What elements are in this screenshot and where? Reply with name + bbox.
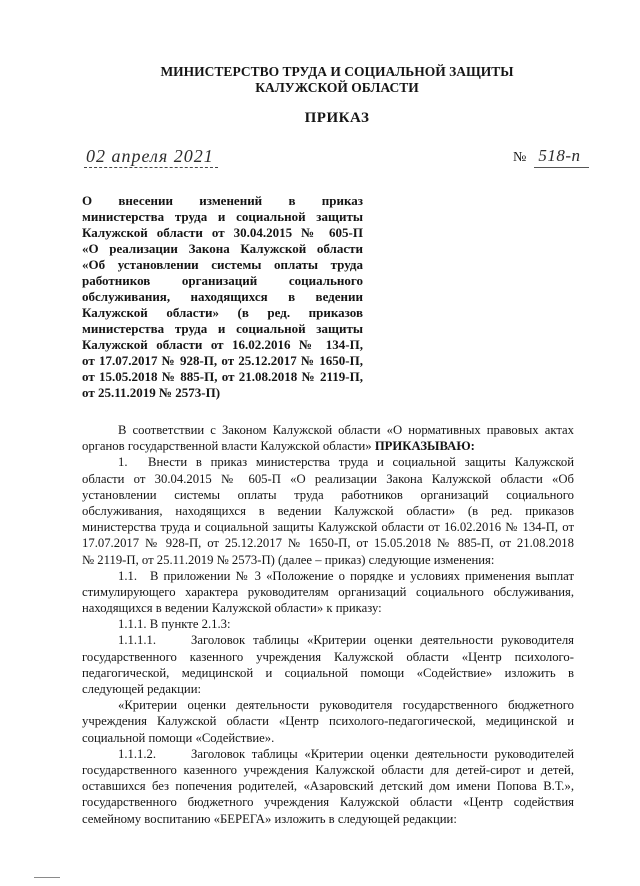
paragraph-line-text: Заголовок таблицы «Критерии оценки деятельности руководителя bbox=[191, 633, 574, 648]
subject-line: Калужской области от 30.04.2015 № 605-П bbox=[82, 225, 363, 240]
paragraph-line: «Критерии оценки деятельности руководителя государственного бюджетного bbox=[118, 698, 574, 713]
handwritten-number: 518-п bbox=[534, 146, 588, 168]
paragraph-line: государственного казенного учреждения Калужской области «Центр психолого- bbox=[82, 649, 574, 664]
subject-line: от 25.11.2019 № 2573-П) bbox=[82, 385, 221, 400]
paragraph-line: государственного бюджетного учреждения Калужской области «Центр содействия bbox=[82, 795, 574, 810]
paragraph-line: министерства труда и социальной защиты Калужской области от 16.02.2016 № 134-П, от bbox=[82, 520, 574, 535]
subject-line: «Об установлении системы оплаты труда bbox=[82, 257, 363, 272]
paragraph-new-wording bbox=[82, 697, 574, 746]
paragraph-line bbox=[82, 568, 574, 584]
paragraph-line-text: В приложении № 3 «Положение о порядке и условиях применения выплат bbox=[150, 568, 574, 583]
paragraph-line: оставшихся без попечения родителей, «Азаровский детский дом имени Попова В.Т.», bbox=[82, 779, 574, 794]
document-type-title: ПРИКАЗ bbox=[304, 110, 370, 126]
paragraph-line bbox=[82, 632, 574, 648]
ministry-header bbox=[140, 64, 534, 96]
paragraph-preamble bbox=[82, 422, 574, 454]
clause-number: 1.1.1.2. bbox=[118, 746, 157, 761]
ministry-name-line-1: МИНИСТЕРСТВО ТРУДА И СОЦИАЛЬНОЙ ЗАЩИТЫ bbox=[160, 64, 514, 79]
subject-line: «О реализации Закона Калужской области bbox=[82, 241, 363, 256]
paragraph-line bbox=[82, 438, 574, 454]
subject-line: работников организаций социального bbox=[82, 273, 363, 288]
paragraph-clause-1-1-1-2 bbox=[82, 746, 574, 827]
decree-keyword: ПРИКАЗЫВАЮ: bbox=[374, 439, 475, 454]
paragraph-line: учреждения Калужской области «Центр психолого-педагогической, медицинской и bbox=[82, 714, 574, 729]
paragraph-clause-1-1 bbox=[82, 568, 574, 617]
paragraph-line bbox=[82, 454, 574, 470]
paragraph-line: установлении системы оплаты труда работников организаций социального bbox=[82, 487, 574, 502]
registration-number bbox=[513, 146, 589, 168]
ministry-name-line-2: КАЛУЖСКОЙ ОБЛАСТИ bbox=[255, 80, 419, 95]
subject-line: министерства труда и социальной защиты bbox=[82, 209, 363, 224]
clause-number: 1.1.1.1. bbox=[118, 633, 157, 648]
paragraph-line: находящихся в ведении Калужской области» к приказу: bbox=[82, 601, 382, 616]
paragraph-line: № 2119-П, от 25.11.2019 № 2573-П) (далее – приказ) следующие изменения: bbox=[82, 552, 495, 567]
paragraph-line: семейному воспитанию «БЕРЕГА» изложить в следующей редакции: bbox=[82, 811, 457, 826]
paragraph-line-text: Заголовок таблицы «Критерии оценки деятельности руководителей bbox=[191, 746, 574, 761]
clause-number: 1. bbox=[118, 455, 128, 470]
order-subject bbox=[82, 193, 363, 401]
paragraph-line-text: органов государственной власти Калужской области» bbox=[82, 439, 372, 454]
paragraph-line: педагогической, медицинской и социальной помощи «Содействие» изложить в bbox=[82, 665, 574, 680]
paragraph-clause-1 bbox=[82, 454, 574, 567]
handwritten-date: 02 апреля 2021 bbox=[84, 146, 218, 168]
paragraph-line: государственного казенного учреждения Калужской области для детей-сирот и детей, bbox=[82, 762, 574, 777]
subject-line: Калужской области» (в ред. приказов bbox=[82, 305, 363, 320]
subject-line: О внесении изменений в приказ bbox=[82, 193, 363, 208]
paragraph-line: стимулирующего характера руководителям организаций социального обслуживания, bbox=[82, 584, 574, 599]
paragraph-line-text: Внести в приказ министерства труда и социальной защиты Калужской bbox=[148, 455, 574, 470]
subject-line: от 15.05.2018 № 885-П, от 21.08.2018 № 2119-П, bbox=[82, 369, 363, 384]
order-body bbox=[82, 422, 574, 827]
subject-line: от 17.07.2017 № 928-П, от 25.12.2017 № 1650-П, bbox=[82, 353, 363, 368]
paragraph-clause-1-1-1 bbox=[82, 616, 574, 632]
paragraph-clause-1-1-1-1 bbox=[82, 632, 574, 697]
paragraph-line: В соответствии с Законом Калужской области «О нормативных правовых актах bbox=[118, 423, 574, 437]
paragraph-line: следующей редакции: bbox=[82, 682, 202, 696]
paragraph-line: 17.07.2017 № 928-П, от 25.12.2017 № 1650-П, от 15.05.2018 № 885-П, от 21.08.2018 bbox=[82, 536, 574, 551]
subject-line: обслуживания, находящихся в ведении bbox=[82, 289, 363, 304]
clause-number: 1.1. bbox=[118, 568, 138, 583]
paragraph-line: области от 30.04.2015 № 605-П «О реализации Закона Калужской области «Об bbox=[82, 471, 574, 486]
paragraph-line: социальной помощи «Содействие». bbox=[82, 730, 275, 745]
footer-rule bbox=[34, 877, 60, 878]
number-sign: № bbox=[513, 150, 527, 165]
paragraph-line bbox=[82, 746, 574, 762]
subject-line: Калужской области от 16.02.2016 № 134-П, bbox=[82, 337, 363, 352]
paragraph-line: 1.1.1. В пункте 2.1.3: bbox=[118, 617, 231, 632]
paragraph-line: обслуживания, находящихся в ведении Калужской области» (в ред. приказов bbox=[82, 503, 574, 518]
subject-line: министерства труда и социальной защиты bbox=[82, 321, 363, 336]
